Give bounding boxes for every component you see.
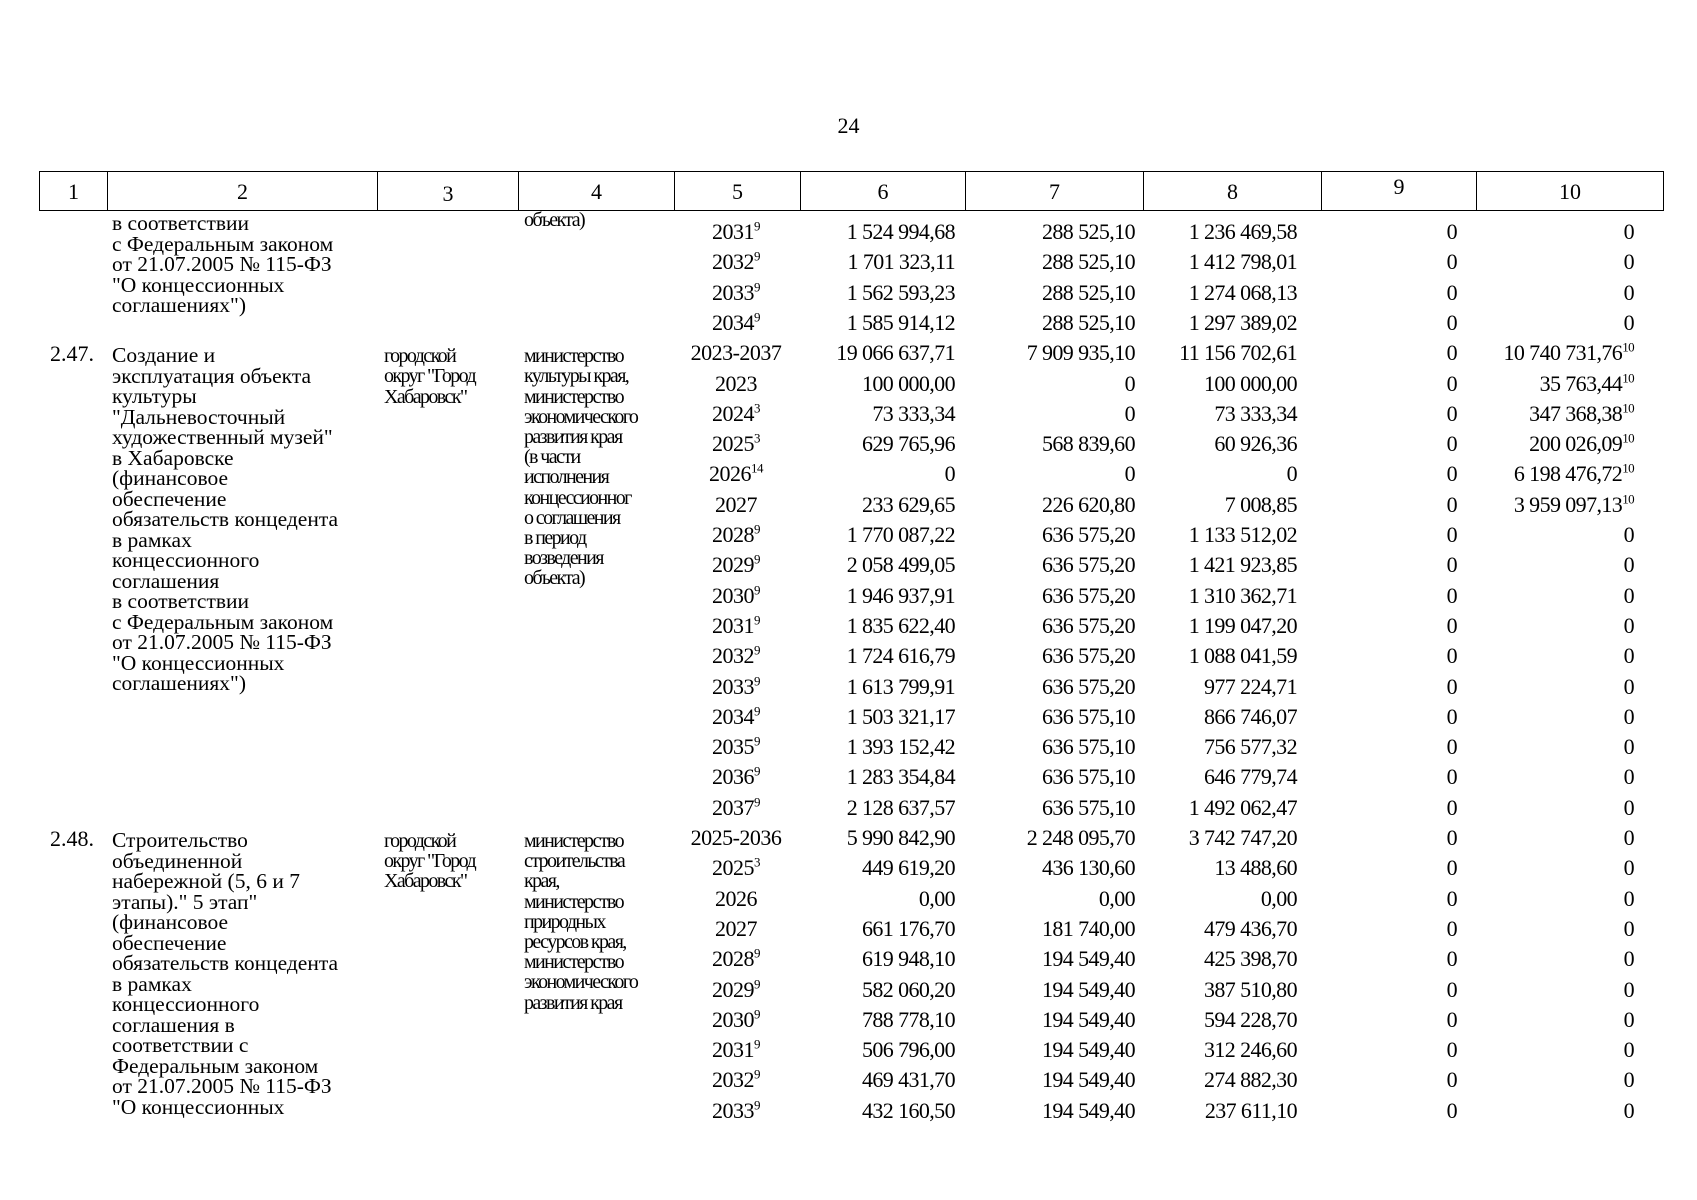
amount-c8: 3 742 747,20: [1188, 825, 1297, 850]
amount-c7: 636 575,20: [1041, 582, 1135, 608]
year-value: 2032: [712, 643, 754, 669]
amount-c6: 619 948,10: [861, 946, 955, 972]
amount-c10-value: 200 026,09: [1529, 431, 1623, 457]
amount-c6: 1 613 799,91: [846, 673, 955, 699]
year-footnote: 9: [754, 1006, 760, 1022]
year-value: 2033: [712, 673, 754, 699]
amount-c9: 0: [1446, 825, 1457, 850]
year-footnote: 9: [754, 945, 760, 961]
responsible-ministry: министерство культуры края, министерство экономического развития края (в части исполнения концессионног о соглашения в период возведения объекта): [524, 345, 638, 590]
amount-c8: 594 228,70: [1203, 1006, 1297, 1032]
header-col-8: 8: [1143, 172, 1321, 210]
amount-c6: 1 503 321,17: [846, 703, 955, 729]
year-footnote: 9: [754, 551, 760, 567]
amount-c9: 0: [1446, 612, 1457, 638]
amount-c6: 100 000,00: [861, 370, 955, 396]
amount-c10-value: 3 959 097,13: [1513, 491, 1623, 517]
amount-c10: [1414, 581, 1634, 611]
year-value: 2031: [712, 612, 754, 638]
amount-c8: 0: [1286, 461, 1297, 487]
amount-c10: [1414, 641, 1634, 671]
amount-c7: 288 525,10: [1041, 279, 1135, 305]
year-footnote: 9: [754, 582, 760, 598]
amount-c9: 0: [1446, 279, 1457, 305]
amount-c10-footnote: 10: [1622, 400, 1634, 416]
amount-c9: 0: [1446, 1006, 1457, 1032]
amount-c6: 1 524 994,68: [846, 219, 955, 244]
year-value: 2036: [712, 764, 754, 790]
amount-c10: [1414, 399, 1634, 429]
amount-c10: [1414, 975, 1634, 1005]
amount-c10-value: 0: [1623, 915, 1634, 941]
amount-c10-value: 0: [1623, 309, 1634, 335]
amount-c10: [1414, 1035, 1634, 1065]
amount-c9: 0: [1446, 946, 1457, 972]
amount-c9: 0: [1446, 1067, 1457, 1093]
object-description: Строительство объединенной набережной (5, 6 и 7 этапы)." 5 этап" (финансовое обеспечение обязательств концедента в рамках концессионного соглашения в соответствии с Федеральным законом от 21.07.2005 № 115-ФЗ "О концессионных: [112, 828, 339, 1119]
amount-c8: 1 236 469,58: [1188, 219, 1297, 244]
amount-c10-value: 0: [1623, 946, 1634, 972]
year-value: 2026: [715, 885, 757, 911]
amount-c10: [1414, 459, 1634, 489]
amount-c10-value: 6 198 476,72: [1513, 461, 1623, 487]
responsible-ministry: министерство строительства края, министерство природных ресурсов края, министерство экономического развития края: [524, 830, 638, 1014]
amount-c9: 0: [1446, 764, 1457, 790]
amount-c10-value: 0: [1623, 612, 1634, 638]
amount-c10-value: 0: [1623, 522, 1634, 547]
year-value: 2025: [712, 431, 754, 457]
amount-c10: [1414, 853, 1634, 883]
amount-c7: 194 549,40: [1041, 1037, 1135, 1063]
amount-c6: 1 835 622,40: [846, 612, 955, 638]
amount-c7: 636 575,10: [1041, 764, 1135, 790]
year-footnote: 9: [754, 794, 760, 810]
amount-c10-footnote: 10: [1622, 461, 1634, 477]
amount-c9: 0: [1446, 249, 1457, 275]
amount-c10-value: 0: [1623, 825, 1634, 850]
page-number: 24: [837, 113, 860, 138]
amount-c10-value: 0: [1623, 855, 1634, 881]
amount-c9: 0: [1446, 400, 1457, 426]
header-col-7: 7: [965, 172, 1143, 210]
amount-c10-value: 0: [1623, 552, 1634, 578]
year-value: 2030: [712, 582, 754, 608]
amount-c9: 0: [1446, 794, 1457, 820]
amount-c10: [1414, 914, 1634, 944]
amount-c6: 432 160,50: [861, 1097, 955, 1123]
amount-c9: 0: [1446, 309, 1457, 335]
amount-c8: 100 000,00: [1203, 370, 1297, 396]
amount-c8: 73 333,34: [1214, 400, 1297, 426]
year-footnote: 9: [754, 309, 760, 325]
amount-c10: [1414, 702, 1634, 732]
year-footnote: 9: [754, 612, 760, 628]
amount-c10: [1414, 793, 1634, 823]
amount-c7: 7 909 935,10: [1026, 340, 1135, 366]
year-footnote: 3: [754, 430, 760, 446]
amount-c9: 0: [1446, 703, 1457, 729]
header-col-9: 9: [1321, 172, 1476, 210]
amount-c10: [1414, 217, 1634, 247]
amount-c8: 60 926,36: [1214, 431, 1297, 457]
year-footnote: 9: [754, 279, 760, 295]
amount-c10-value: 0: [1623, 1097, 1634, 1123]
amount-c7: 0: [1124, 400, 1135, 426]
year-value: 2034: [712, 309, 754, 335]
amount-c6: 1 770 087,22: [846, 522, 955, 547]
year-footnote: 9: [754, 976, 760, 992]
amount-c6: 506 796,00: [861, 1037, 955, 1063]
amount-c10-value: 0: [1623, 582, 1634, 608]
year-footnote: 3: [754, 400, 760, 416]
amount-c8: 13 488,60: [1214, 855, 1297, 881]
amount-c7: 636 575,20: [1041, 522, 1135, 547]
year-value: 2027: [715, 915, 757, 941]
amount-c8: 425 398,70: [1203, 946, 1297, 972]
amount-c10: [1414, 944, 1634, 974]
amount-c7: 0: [1124, 461, 1135, 487]
amount-c10-value: 0: [1623, 279, 1634, 305]
territory: городской округ "Город Хабаровск": [384, 830, 476, 893]
amount-c6: 1 283 354,84: [846, 764, 955, 790]
amount-c10-value: 0: [1623, 764, 1634, 790]
amount-c10-value: 0: [1623, 976, 1634, 1002]
amount-c10: [1414, 429, 1634, 459]
year-footnote: 9: [754, 521, 760, 537]
amount-c9: 0: [1446, 673, 1457, 699]
amount-c10-footnote: 10: [1622, 491, 1634, 507]
amount-c6: 1 946 937,91: [846, 582, 955, 608]
amount-c7: 636 575,20: [1041, 552, 1135, 578]
amount-c6: 19 066 637,71: [836, 340, 955, 366]
amount-c6: 1 562 593,23: [846, 279, 955, 305]
year-value: 2029: [712, 552, 754, 578]
amount-c10-value: 0: [1623, 219, 1634, 244]
amount-c9: 0: [1446, 915, 1457, 941]
amount-c9: 0: [1446, 1037, 1457, 1063]
year-footnote: 9: [754, 673, 760, 689]
year-value: 2024: [712, 400, 754, 426]
year-footnote: 9: [754, 764, 760, 780]
amount-c9: 0: [1446, 643, 1457, 669]
year-value: 2031: [712, 219, 754, 244]
amount-c8: 312 246,60: [1203, 1037, 1297, 1063]
amount-c10: [1414, 490, 1634, 520]
amount-c10-footnote: 10: [1622, 339, 1634, 355]
year-value: 2028: [712, 522, 754, 547]
amount-c10: [1414, 338, 1634, 368]
header-col-6: 6: [800, 172, 965, 210]
amount-c6: 788 778,10: [861, 1006, 955, 1032]
year-footnote: 9: [754, 248, 760, 264]
amount-c6: 2 128 637,57: [846, 794, 955, 820]
amount-c8: 387 510,80: [1203, 976, 1297, 1002]
amount-c6: 73 333,34: [872, 400, 955, 426]
amount-c8: 7 008,85: [1224, 491, 1297, 517]
year-value: 2026: [709, 461, 751, 487]
header-col-10: 10: [1476, 172, 1664, 210]
amount-c9: 0: [1446, 976, 1457, 1002]
amount-c10: [1414, 823, 1634, 853]
year-value: 2023-2037: [690, 340, 782, 366]
year-value: 2025-2036: [690, 825, 782, 850]
amount-c8: 977 224,71: [1203, 673, 1297, 699]
amount-c10-footnote: 10: [1622, 430, 1634, 446]
amount-c6: 1 724 616,79: [846, 643, 955, 669]
amount-c7: 226 620,80: [1041, 491, 1135, 517]
amount-c8: 1 412 798,01: [1188, 249, 1297, 275]
amount-c10-value: 0: [1623, 249, 1634, 275]
year-footnote: 9: [754, 1067, 760, 1083]
amount-c7: 194 549,40: [1041, 1006, 1135, 1032]
amount-c8: 479 436,70: [1203, 915, 1297, 941]
year-value: 2029: [712, 976, 754, 1002]
amount-c6: 5 990 842,90: [846, 825, 955, 850]
amount-c10: [1414, 1005, 1634, 1035]
amount-c7: 194 549,40: [1041, 1097, 1135, 1123]
year-value: 2028: [712, 946, 754, 972]
amount-c7: 636 575,10: [1041, 794, 1135, 820]
amount-c6: 661 176,70: [861, 915, 955, 941]
amount-c10: [1414, 1065, 1634, 1095]
amount-c10: [1414, 611, 1634, 641]
amount-c7: 194 549,40: [1041, 946, 1135, 972]
responsible-ministry: объекта): [524, 209, 585, 231]
amount-c8: 756 577,32: [1203, 734, 1297, 760]
year-value: 2033: [712, 279, 754, 305]
amount-c8: 646 779,74: [1203, 764, 1297, 790]
amount-c10: [1414, 550, 1634, 580]
amount-c10: [1414, 247, 1634, 277]
year-footnote: 9: [754, 1097, 760, 1113]
amount-c7: 636 575,10: [1041, 734, 1135, 760]
amount-c8: 274 882,30: [1203, 1067, 1297, 1093]
year-footnote: 9: [754, 218, 760, 234]
amount-c9: 0: [1446, 582, 1457, 608]
amount-c6: 233 629,65: [861, 491, 955, 517]
amount-c6: 469 431,70: [861, 1067, 955, 1093]
amount-c10-value: 0: [1623, 885, 1634, 911]
header-col-2: 2: [107, 172, 377, 210]
amount-c8: 11 156 702,61: [1179, 340, 1297, 366]
year-value: 2033: [712, 1097, 754, 1123]
amount-c8: 866 746,07: [1203, 703, 1297, 729]
amount-c10-value: 0: [1623, 673, 1634, 699]
year-value: 2025: [712, 855, 754, 881]
amount-c9: 0: [1446, 491, 1457, 517]
amount-c7: 2 248 095,70: [1026, 825, 1135, 850]
amount-c8: 1 421 923,85: [1188, 552, 1297, 578]
amount-c9: 0: [1446, 1097, 1457, 1123]
year-footnote: 3: [754, 854, 760, 870]
amount-c7: 436 130,60: [1041, 855, 1135, 881]
amount-c7: 288 525,10: [1041, 249, 1135, 275]
amount-c8: 1 492 062,47: [1188, 794, 1297, 820]
year-value: 2037: [712, 794, 754, 820]
amount-c7: 288 525,10: [1041, 219, 1135, 244]
amount-c10: [1414, 884, 1634, 914]
year-value: 2027: [715, 491, 757, 517]
amount-c10-footnote: 10: [1622, 370, 1634, 386]
row-number: 2.47.: [50, 341, 94, 367]
object-description: Создание и эксплуатация объекта культуры "Дальневосточный художественный музей" в Хабаровске (финансовое обеспечение обязательств концедента в рамках концессионного соглашения в соответствии с Федеральным законом от 21.07.2005 № 115-ФЗ "О концессионных соглашениях"): [112, 343, 339, 696]
amount-c10-value: 0: [1623, 794, 1634, 820]
amount-c6: 0: [944, 461, 955, 487]
amount-c10: [1414, 278, 1634, 308]
amount-c9: 0: [1446, 461, 1457, 487]
amount-c8: 1 199 047,20: [1188, 612, 1297, 638]
year-footnote: 9: [754, 703, 760, 719]
amount-c8: 237 611,10: [1204, 1097, 1297, 1123]
amount-c10: [1414, 732, 1634, 762]
amount-c8: 1 310 362,71: [1188, 582, 1297, 608]
amount-c7: 636 575,10: [1041, 703, 1135, 729]
amount-c9: 0: [1446, 855, 1457, 881]
amount-c7: 636 575,20: [1041, 612, 1135, 638]
amount-c10-value: 0: [1623, 703, 1634, 729]
amount-c7: 0: [1124, 370, 1135, 396]
year-value: 2032: [712, 1067, 754, 1093]
amount-c7: 288 525,10: [1041, 309, 1135, 335]
year-value: 2031: [712, 1037, 754, 1063]
amount-c6: 629 765,96: [861, 431, 955, 457]
header-col-4: 4: [518, 172, 674, 210]
amount-c6: 449 619,20: [861, 855, 955, 881]
header-col-3: 3: [377, 172, 518, 210]
year-footnote: 14: [751, 461, 763, 477]
amount-c6: 2 058 499,05: [846, 552, 955, 578]
header-col-1: 1: [39, 172, 107, 210]
amount-c6: 1 585 914,12: [846, 309, 955, 335]
header-col-5: 5: [674, 172, 800, 210]
amount-c8: 1 297 389,02: [1188, 309, 1297, 335]
row-number: 2.48.: [50, 826, 94, 851]
amount-c8: 0,00: [1260, 885, 1297, 911]
amount-c10-value: 347 368,38: [1529, 400, 1623, 426]
amount-c6: 0,00: [918, 885, 955, 911]
amount-c10-value: 10 740 731,76: [1503, 340, 1623, 366]
amount-c8: 1 088 041,59: [1188, 643, 1297, 669]
amount-c10: [1414, 369, 1634, 399]
amount-c7: 636 575,20: [1041, 673, 1135, 699]
table-header: [39, 171, 1664, 211]
amount-c9: 0: [1446, 370, 1457, 396]
amount-c8: 1 133 512,02: [1188, 522, 1297, 547]
amount-c10-value: 0: [1623, 734, 1634, 760]
amount-c6: 1 393 152,42: [846, 734, 955, 760]
amount-c7: 636 575,20: [1041, 643, 1135, 669]
year-value: 2034: [712, 703, 754, 729]
amount-c10-value: 0: [1623, 1067, 1634, 1093]
amount-c10: [1414, 1096, 1634, 1126]
amount-c10-value: 0: [1623, 643, 1634, 669]
amount-c9: 0: [1446, 219, 1457, 244]
amount-c9: 0: [1446, 522, 1457, 547]
amount-c7: 568 839,60: [1041, 431, 1135, 457]
year-value: 2030: [712, 1006, 754, 1032]
amount-c10: [1414, 308, 1634, 338]
year-footnote: 9: [754, 642, 760, 658]
amount-c10: [1414, 520, 1634, 550]
amount-c10-value: 0: [1623, 1037, 1634, 1063]
amount-c10-value: 0: [1623, 1006, 1634, 1032]
amount-c9: 0: [1446, 431, 1457, 457]
amount-c7: 194 549,40: [1041, 976, 1135, 1002]
amount-c7: 194 549,40: [1041, 1067, 1135, 1093]
amount-c9: 0: [1446, 885, 1457, 911]
territory: городской округ "Город Хабаровск": [384, 345, 476, 408]
year-value: 2035: [712, 734, 754, 760]
amount-c10: [1414, 762, 1634, 792]
amount-c10-value: 35 763,44: [1539, 370, 1623, 396]
amount-c6: 1 701 323,11: [847, 249, 955, 275]
year-value: 2032: [712, 249, 754, 275]
year-footnote: 9: [754, 1036, 760, 1052]
amount-c6: 582 060,20: [861, 976, 955, 1002]
amount-c7: 181 740,00: [1041, 915, 1135, 941]
amount-c9: 0: [1446, 734, 1457, 760]
amount-c9: 0: [1446, 552, 1457, 578]
amount-c9: 0: [1446, 340, 1457, 366]
amount-c8: 1 274 068,13: [1188, 279, 1297, 305]
object-description: в соответствии с Федеральным законом от 21.07.2005 № 115-ФЗ "О концессионных соглашениях"): [112, 211, 334, 317]
amount-c7: 0,00: [1098, 885, 1135, 911]
year-value: 2023: [715, 370, 757, 396]
amount-c10: [1414, 672, 1634, 702]
year-footnote: 9: [754, 733, 760, 749]
